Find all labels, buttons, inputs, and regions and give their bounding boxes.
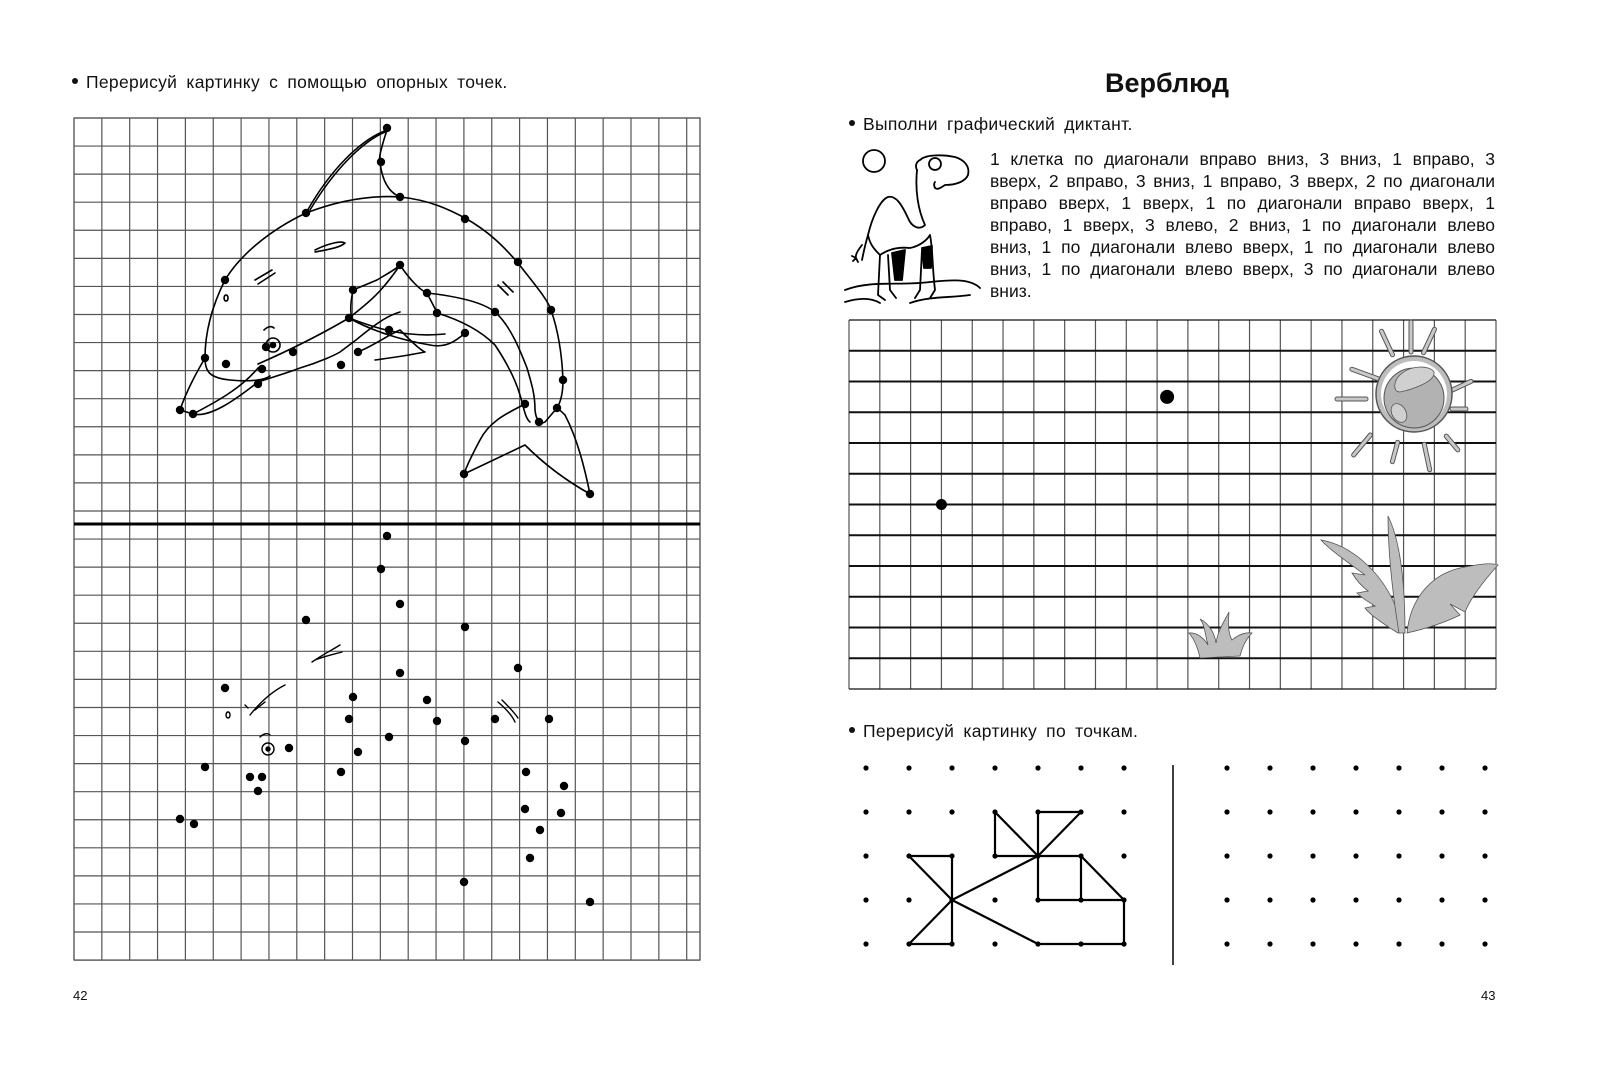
grid-dot[interactable] [1439,765,1444,770]
grid-dot [992,765,997,770]
grid-dot [992,941,997,946]
grid-dot [1078,765,1083,770]
grid-dot[interactable] [1396,853,1401,858]
grid-dot[interactable] [1310,809,1315,814]
grid-dot[interactable] [1224,897,1229,902]
grid-dot [906,765,911,770]
grid-dot [949,765,954,770]
figure-segment [909,900,952,944]
grid-dot[interactable] [1224,809,1229,814]
figure-segment [1038,812,1081,856]
grid-dot [906,897,911,902]
grid-dot [1121,765,1126,770]
dot-grid-empty[interactable] [1224,765,1487,946]
grid-dot [863,897,868,902]
grid-dot[interactable] [1353,765,1358,770]
dictation-text: 1 клетка по диагонали вправо вниз, 3 вниз, 1 вправо, 3 вверх, 2 вправо, 3 вниз, 1 вправо, 3 вверх, 2 по диагонали вправо вверх, 1 вверх, 1 по диагонали вправо вверх, 1 вправо, 1 вверх, 3 влево, 2 вниз, 1 по диагонали влево вниз, 1 по диагонали влево вверх, 1 по диагонали влево вниз, 1 по диагонали влево вверх, 3 по диагонали влево вниз. [990,149,1495,301]
grid-dot [863,809,868,814]
sample-figure [909,812,1124,944]
figure-segment [995,812,1038,856]
page-number-right: 43 [1481,988,1496,1003]
grid-dot[interactable] [1267,809,1272,814]
grid-dot[interactable] [1439,809,1444,814]
grid-dot[interactable] [1353,853,1358,858]
grid-dot[interactable] [1439,941,1444,946]
grid-dot[interactable] [1310,897,1315,902]
grid-dot[interactable] [1439,897,1444,902]
grid-dot[interactable] [1310,765,1315,770]
grid-dot[interactable] [1353,897,1358,902]
grid-dot[interactable] [1310,853,1315,858]
grid-dot[interactable] [1310,941,1315,946]
grid-dot[interactable] [1396,809,1401,814]
grid-dot[interactable] [1267,765,1272,770]
grid-dot [1121,853,1126,858]
grid-dot[interactable] [1396,897,1401,902]
grid-dot[interactable] [1396,765,1401,770]
right-instruction-1-text: Выполни графический диктант. [863,114,1133,134]
grid-dot [992,897,997,902]
right-instruction-2-text: Перерисуй картинку по точкам. [863,721,1139,741]
grid-dot [949,809,954,814]
grid-dot[interactable] [1482,853,1487,858]
grid-dot[interactable] [1482,897,1487,902]
grid-dot[interactable] [1224,765,1229,770]
grid-dot[interactable] [1224,941,1229,946]
grid-dot[interactable] [1267,897,1272,902]
grid-dot[interactable] [1353,941,1358,946]
figure-segment [952,856,1038,900]
grid-dot[interactable] [1482,809,1487,814]
grid-dot [1035,765,1040,770]
grid-dot [1121,809,1126,814]
left-instruction-text: Перерисуй картинку с помощью опорных точек. [86,72,508,92]
grid-dot[interactable] [1224,853,1229,858]
grid-dot[interactable] [1267,853,1272,858]
grid-dot [863,765,868,770]
grid-dot [863,941,868,946]
grid-dot[interactable] [1482,941,1487,946]
figure-segment [952,900,1038,944]
page-title: Верблюд [1105,68,1230,98]
grid-dot[interactable] [1396,941,1401,946]
grid-dot[interactable] [1439,853,1444,858]
grid-dot [906,809,911,814]
page-number-left: 42 [73,988,88,1003]
grid-dot[interactable] [1482,765,1487,770]
grid-dot[interactable] [1353,809,1358,814]
grid-dot[interactable] [1267,941,1272,946]
grid-dot [863,853,868,858]
figure-segment [1081,856,1124,900]
figure-segment [909,856,952,900]
